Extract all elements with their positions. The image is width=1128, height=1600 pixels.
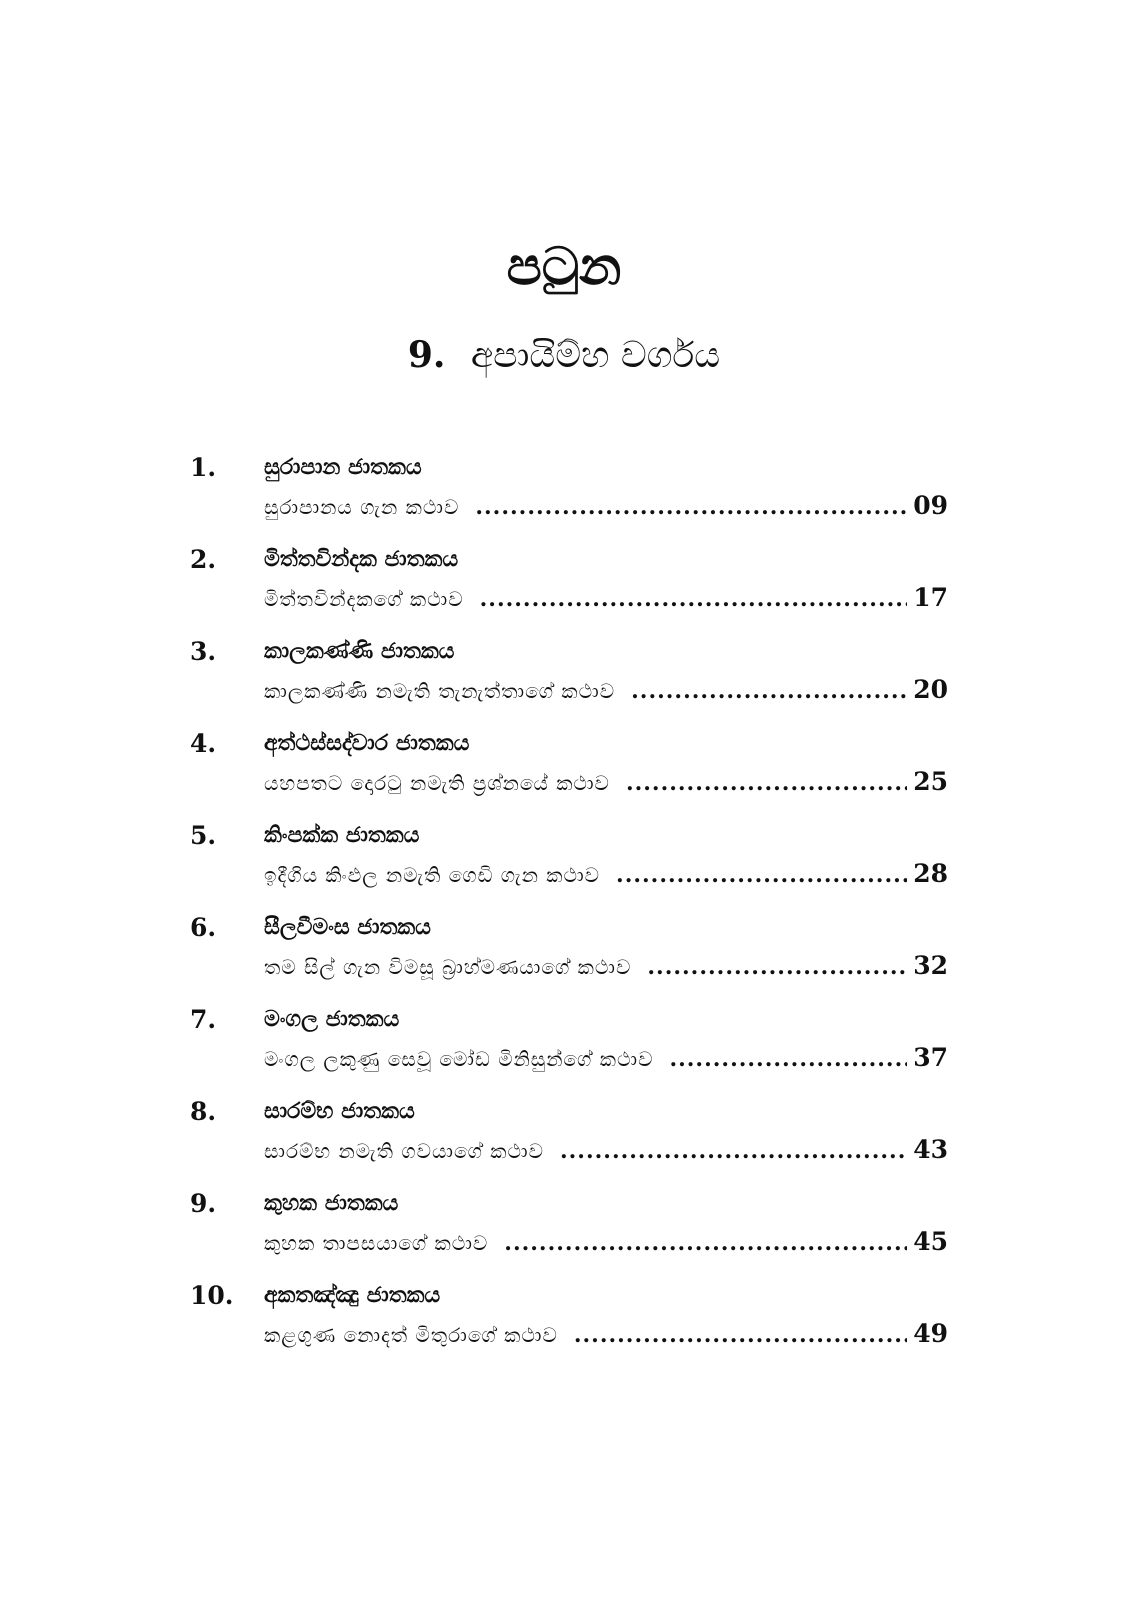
entry-number: 10. <box>190 1281 234 1310</box>
page-title: පටුන <box>506 237 622 297</box>
entry-line <box>264 946 948 986</box>
entry-line <box>264 1314 948 1354</box>
section-heading <box>0 330 1128 381</box>
entry-page-number: 32 <box>913 951 948 980</box>
entry-line <box>264 486 948 526</box>
entry-number: 8. <box>190 1097 217 1126</box>
entry-line <box>264 1130 948 1170</box>
toc-entry[interactable] <box>190 446 948 538</box>
dot-leader <box>616 855 907 895</box>
entry-number: 2. <box>190 545 217 574</box>
entry-number: 4. <box>190 729 217 758</box>
entry-title: කිංපක්ක ජාතකය <box>264 823 420 848</box>
dot-leader <box>560 1131 907 1171</box>
entry-page-number: 43 <box>913 1135 948 1164</box>
entry-title: සාරම්භ ජාතකය <box>264 1099 415 1124</box>
entry-page-number: 28 <box>913 859 948 888</box>
toc-entry[interactable] <box>190 906 948 998</box>
entry-number: 5. <box>190 821 217 850</box>
entry-description: සුරාපානය ගැන කථාව <box>264 495 460 519</box>
dot-leader <box>475 487 907 527</box>
toc-entry[interactable] <box>190 1274 948 1366</box>
toc-entry[interactable] <box>190 1182 948 1274</box>
entry-number: 7. <box>190 1005 217 1034</box>
entry-description: මංගල ලකුණු සෙවූ මෝඩ මිනිසුන්ගේ කථාව <box>264 1047 654 1071</box>
entry-page-number: 17 <box>913 583 948 612</box>
entry-description: කාලකණ්ණි නමැති තැනැත්තාගේ කථාව <box>264 679 616 703</box>
entry-page-number: 09 <box>913 491 948 520</box>
toc-entry[interactable] <box>190 814 948 906</box>
toc-entry[interactable] <box>190 998 948 1090</box>
entry-description: කුහක තාපසයාගේ කථාව <box>264 1231 489 1255</box>
entry-number: 3. <box>190 637 217 666</box>
entry-description: ඉදීගිය කිංඵල නමැති ගෙඩි ගැන කථාව <box>264 863 601 887</box>
entry-description: තම සිල් ගැන විමසූ බ්‍රාහ්මණයාගේ කථාව <box>264 955 632 979</box>
entry-number: 6. <box>190 913 217 942</box>
dot-leader <box>504 1223 907 1263</box>
section-name: අපායිම්හ වර්ගය <box>470 335 721 376</box>
dot-leader <box>631 671 907 711</box>
dot-leader <box>574 1315 907 1355</box>
table-of-contents <box>190 446 948 1366</box>
toc-entry[interactable] <box>190 722 948 814</box>
entry-number: 9. <box>190 1189 217 1218</box>
dot-leader <box>647 947 907 987</box>
entry-title: කාලකණ්ණි ජාතකය <box>264 639 455 664</box>
entry-page-number: 49 <box>913 1319 948 1348</box>
entry-page-number: 20 <box>913 675 948 704</box>
entry-page-number: 25 <box>913 767 948 796</box>
entry-description: යහපතට දොරටු නමැති ප්‍රශ්නයේ කථාව <box>264 771 610 795</box>
section-number: 9. <box>407 334 446 376</box>
toc-entry[interactable] <box>190 630 948 722</box>
entry-line <box>264 670 948 710</box>
entry-title: මිත්තවින්දක ජාතකය <box>264 547 459 572</box>
dot-leader <box>480 579 908 619</box>
entry-description: මිත්තවින්දකගේ කථාව <box>264 587 464 611</box>
toc-entry[interactable] <box>190 1090 948 1182</box>
entry-line <box>264 762 948 802</box>
entry-line <box>264 1038 948 1078</box>
entry-description: කළගුණ නොදත් මිතුරාගේ කථාව <box>264 1323 558 1347</box>
entry-title: සුරාපාන ජාතකය <box>264 455 422 480</box>
entry-description: සාරම්භ නමැති ගවයාගේ කථාව <box>264 1139 544 1163</box>
dot-leader <box>626 763 907 803</box>
entry-number: 1. <box>190 453 217 482</box>
entry-line <box>264 578 948 618</box>
entry-title: අකතඤ්ඤු ජාතකය <box>264 1283 441 1308</box>
entry-title: සීලවීමංස ජාතකය <box>264 915 431 940</box>
entry-title: කුහක ජාතකය <box>264 1191 399 1216</box>
entry-page-number: 37 <box>913 1043 948 1072</box>
toc-entry[interactable] <box>190 538 948 630</box>
entry-title: මංගල ජාතකය <box>264 1007 400 1032</box>
entry-line <box>264 854 948 894</box>
entry-page-number: 45 <box>913 1227 948 1256</box>
entry-title: අත්ථස්සද්වාර ජාතකය <box>264 731 470 756</box>
dot-leader <box>669 1039 907 1079</box>
entry-line <box>264 1222 948 1262</box>
